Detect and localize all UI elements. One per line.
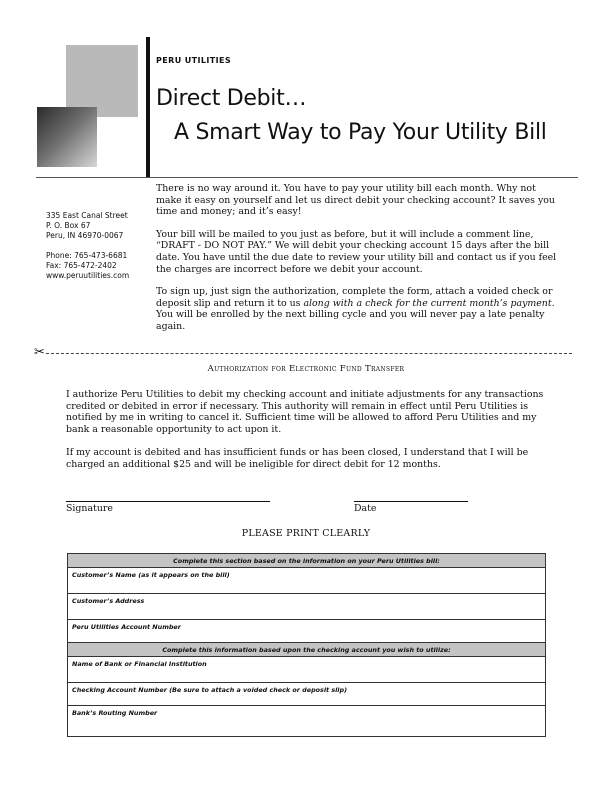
company-name: PERU UTILITIES — [156, 56, 232, 65]
intro-paragraph-1: There is no way around it. You have to pay your utility bill each month. Why not make it easy on yourself and let us direct debit your checking account? It saves you time and money; and it’s easy! — [156, 183, 555, 218]
contact-po-box: P. O. Box 67 — [46, 221, 91, 230]
checking-account-field[interactable]: Checking Account Number (Be sure to attach a voided check or deposit slip) — [68, 683, 545, 706]
form-section1-header: Complete this section based on the information on your Peru Utilities bill: — [68, 554, 545, 568]
header-divider — [36, 177, 578, 178]
account-number-field[interactable]: Peru Utilities Account Number — [68, 620, 545, 643]
contact-fax: Fax: 765-472-2402 — [46, 261, 117, 270]
logo-square-gradient — [37, 107, 97, 167]
contact-block — [46, 211, 129, 281]
signature-line[interactable] — [66, 501, 270, 502]
routing-number-field[interactable]: Bank’s Routing Number — [72, 709, 158, 717]
customer-address-field[interactable]: Customer’s Address — [68, 594, 545, 620]
cut-line — [46, 353, 572, 354]
enrollment-form — [67, 553, 546, 737]
contact-website[interactable]: www.peruutilities.com — [46, 271, 130, 280]
scissors-icon: ✂ — [34, 345, 45, 360]
date-line[interactable] — [354, 501, 468, 502]
header-vertical-bar — [146, 37, 150, 177]
signature-label: Signature — [66, 503, 113, 514]
authorization-title: Authorization for Electronic Fund Transfer — [207, 364, 405, 374]
intro-paragraph-3: To sign up, just sign the authorization, complete the form, attach a voided check or deposit slip and return it to us along with a check for the current month’s payment. You will be enrolled by the next billing cycle and you will never pay a late penalty again. — [156, 286, 555, 332]
contact-city: Peru, IN 46970-0067 — [46, 231, 124, 240]
customer-name-field[interactable]: Customer’s Name (as it appears on the bill) — [68, 568, 545, 594]
authorization-body — [66, 389, 544, 483]
page-title-line2: A Smart Way to Pay Your Utility Bill — [174, 120, 547, 145]
contact-street: 335 East Canal Street — [46, 211, 128, 220]
intro-emphasis: along with a check for the current month’s payment. — [303, 297, 555, 309]
date-label: Date — [354, 503, 377, 514]
print-clearly-heading: PLEASE PRINT CLEARLY — [241, 528, 371, 539]
authorization-paragraph-2: If my account is debited and has insufficient funds or has been closed, I understand that I will be charged an additional $25 and will be ineligible for direct debit for 12 months. — [66, 447, 529, 470]
intro-text — [156, 183, 564, 344]
authorization-paragraph-1: I authorize Peru Utilities to debit my checking account and initiate adjustments for any transactions credited or debited in error if necessary. This authority will remain in effect until Peru Utilities is notified by me in writing to cancel it. Sufficient time will be allowed to afford Peru Utilities and my bank a reasonable opportunity to act upon it. — [66, 389, 544, 435]
page-title-line1: Direct Debit… — [156, 86, 307, 111]
intro-paragraph-2: Your bill will be mailed to you just as before, but it will include a comment line, “DRAFT - DO NOT PAY.” We will debit your checking account 15 days after the bill date. You have until the due date to review your utility bill and contact us if you feel the charges are incorrect before we debit your account. — [156, 228, 557, 275]
contact-phone: Phone: 765-473-6681 — [46, 251, 128, 260]
bank-name-field[interactable]: Name of Bank or Financial Institution — [68, 657, 545, 683]
form-section2-header: Complete this information based upon the checking account you wish to utilize: — [68, 643, 545, 657]
